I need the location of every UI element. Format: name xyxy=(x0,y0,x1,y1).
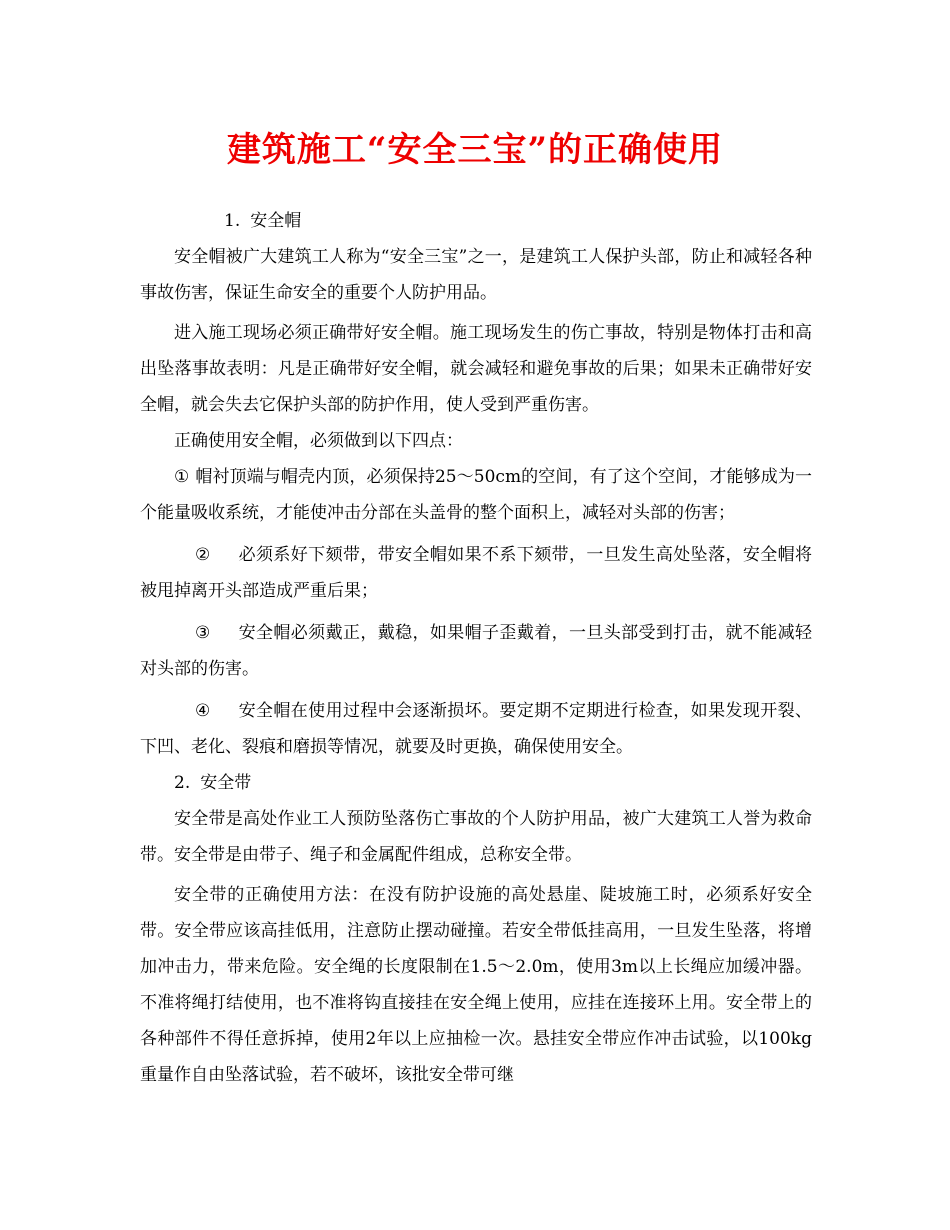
section-heading-text: 安全带 xyxy=(200,773,252,793)
list-item-marker: ② xyxy=(195,545,211,565)
paragraph: 安全带是高处作业工人预防坠落伤亡事故的个人防护用品，被广大建筑工人誉为救命带。安全带是由带子、绳子和金属配件组成，总称安全带。 xyxy=(140,809,812,865)
list-item-text: 帽衬顶端与帽壳内顶，必须保持25～50cm的空间，有了这个空间，才能够成为一个能量吸收系统，才能使冲击分部在头盖骨的整个面积上，减轻对头部的伤害； xyxy=(140,467,812,523)
document-body xyxy=(140,203,812,1093)
list-item-marker: ④ xyxy=(195,701,211,721)
list-item-marker: ③ xyxy=(195,623,211,643)
list-item-marker: ① xyxy=(174,467,190,487)
paragraph: 安全带的正确使用方法：在没有防护设施的高处悬崖、陡坡施工时，必须系好安全带。安全带应该高挂低用，注意防止摆动碰撞。若安全带低挂高用，一旦发生坠落，将增加冲击力，带来危险。安全绳的长度限制在1.5～2.0m，使用3m以上长绳应加缓冲器。不准将绳打结使用，也不准将钩直接挂在安全绳上使用，应挂在连接环上用。安全带上的各种部件不得任意拆掉，使用2年以上应抽检一次。悬挂安全带应作冲击试验，以100kg重量作自由坠落试验，若不破坏，该批安全带可继 xyxy=(140,885,812,1085)
paragraph: 进入施工现场必须正确带好安全帽。施工现场发生的伤亡事故，特别是物体打击和高出坠落事故表明：凡是正确带好安全帽，就会减轻和避免事故的后果；如果未正确带好安全帽，就会失去它保护头部的防护作用，使人受到严重伤害。 xyxy=(140,323,812,415)
list-item xyxy=(140,459,812,531)
section-heading-text: 安全帽 xyxy=(250,211,302,231)
list-item-text: 必须系好下颏带，带安全帽如果不系下颏带，一旦发生高处坠落，安全帽将被甩掉离开头部造成严重后果； xyxy=(140,545,813,601)
section-heading-belt xyxy=(140,765,812,801)
section-number: 1. xyxy=(224,211,241,231)
list-item xyxy=(140,615,812,687)
list-item-text: 安全帽必须戴正，戴稳，如果帽子歪戴着，一旦头部受到打击，就不能减轻对头部的伤害。 xyxy=(140,623,813,679)
paragraph: 正确使用安全帽，必须做到以下四点： xyxy=(174,431,463,451)
page-title: 建筑施工“安全三宝”的正确使用 xyxy=(226,130,724,170)
list-item xyxy=(140,693,812,765)
list-item-text: 安全帽在使用过程中会逐渐损坏。要定期不定期进行检查，如果发现开裂、下凹、老化、裂痕和磨损等情况，就要及时更换，确保使用安全。 xyxy=(140,701,813,757)
paragraph: 安全帽被广大建筑工人称为“安全三宝”之一，是建筑工人保护头部，防止和减轻各种事故伤害，保证生命安全的重要个人防护用品。 xyxy=(140,247,812,303)
section-number: 2. xyxy=(174,773,191,793)
list-item xyxy=(140,537,812,609)
section-heading-helmet xyxy=(140,203,812,239)
